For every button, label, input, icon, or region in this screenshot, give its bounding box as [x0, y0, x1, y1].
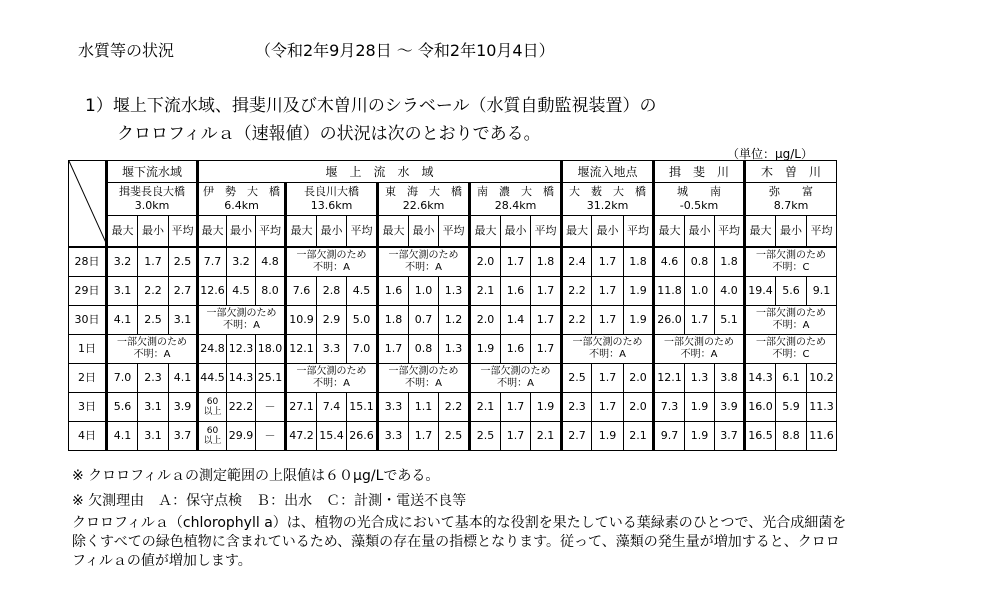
value-cell: 7.0 [107, 364, 138, 393]
site-header [654, 183, 745, 216]
table-row [69, 335, 837, 364]
missing-data-cell [107, 335, 198, 364]
value-cell: 19.4 [745, 277, 776, 306]
site-header [378, 183, 470, 216]
value-cell: 2.7 [562, 422, 592, 451]
value-cell: 8.8 [776, 422, 807, 451]
value-cell: 25.1 [256, 364, 286, 393]
value-cell: 4.5 [347, 277, 378, 306]
value-cell: 1.9 [470, 335, 501, 364]
value-cell: 2.1 [470, 277, 501, 306]
stat-label: 最小 [592, 216, 624, 248]
missing-note: 一部欠測のため [756, 337, 826, 348]
value-cell: － [256, 393, 286, 422]
value-cell: 1.3 [685, 364, 715, 393]
value-cell: 1.7 [592, 306, 624, 335]
site-name: 東 海 大 橋 [385, 185, 462, 198]
value-cell: 2.5 [169, 247, 198, 277]
value-cell: 2.0 [624, 393, 654, 422]
value-cell: 1.9 [624, 277, 654, 306]
value-cell: 1.7 [501, 393, 531, 422]
missing-note: 一部欠測のため [480, 366, 551, 377]
value-cell: 1.7 [531, 306, 562, 335]
value-cell: 16.0 [745, 393, 776, 422]
value-cell: 0.8 [685, 247, 715, 277]
note-range-limit: ※ クロロフィルａの測定範囲の上限値は６０μg/Lである。 [72, 468, 440, 484]
value-cell: 3.7 [169, 422, 198, 451]
group-header: 堰流入地点 [562, 161, 654, 183]
value-cell: 2.5 [439, 422, 470, 451]
site-distance: 28.4km [494, 199, 537, 212]
value-cell: 12.1 [654, 364, 685, 393]
value-cell: 7.4 [317, 393, 347, 422]
value-cell: 3.7 [715, 422, 745, 451]
missing-note: 一部欠測のため [117, 337, 187, 348]
missing-reason: 不明：A [772, 320, 810, 331]
stat-label: 平均 [256, 216, 286, 248]
table-row [69, 422, 837, 451]
value-cell: 1.7 [501, 422, 531, 451]
value-cell: 26.0 [654, 306, 685, 335]
value-cell: 12.3 [227, 335, 256, 364]
stat-label: 平均 [169, 216, 198, 248]
missing-reason: 不明：A [405, 378, 442, 389]
stat-label: 最小 [227, 216, 256, 248]
section-heading-line1: 1）堰上下流水域、揖斐川及び木曽川のシラベール（水質自動監視装置）の [85, 96, 657, 116]
value-cell: 11.3 [807, 393, 837, 422]
value-cell: 1.9 [624, 306, 654, 335]
value-cell: 1.0 [409, 277, 439, 306]
value-cell: 2.8 [317, 277, 347, 306]
group-header: 堰下流水域 [107, 161, 198, 183]
missing-reason: 不明：C [772, 262, 810, 273]
value-cell: 3.9 [715, 393, 745, 422]
value-cell: 5.0 [347, 306, 378, 335]
value-cell: 7.7 [198, 247, 227, 277]
value-cell: 1.3 [439, 335, 470, 364]
stat-label: 平均 [439, 216, 470, 248]
missing-reason: 不明：A [405, 262, 442, 273]
missing-data-cell [286, 247, 378, 277]
value-cell: 2.7 [169, 277, 198, 306]
diagonal-line [69, 161, 107, 245]
missing-reason: 不明：A [133, 349, 171, 360]
missing-reason: 不明：A [589, 349, 626, 360]
value-cell: 29.9 [227, 422, 256, 451]
table-row [69, 306, 837, 335]
value-cell: 1.6 [501, 335, 531, 364]
site-distance: 8.7km [773, 199, 809, 212]
table-row [69, 247, 837, 277]
missing-reason: 不明：C [772, 349, 810, 360]
site-name: 揖斐長良大橋 [119, 185, 185, 198]
value-cell: 3.1 [107, 277, 138, 306]
missing-data-cell [198, 306, 286, 335]
stat-label: 平均 [531, 216, 562, 248]
value-cell: 2.5 [562, 364, 592, 393]
day-label: 28日 [69, 247, 107, 277]
value-cell: 3.3 [317, 335, 347, 364]
value-cell: 4.0 [715, 277, 745, 306]
value-cell: 2.3 [562, 393, 592, 422]
value-cell: 1.8 [715, 247, 745, 277]
stat-label: 平均 [715, 216, 745, 248]
value-cell: 1.9 [531, 393, 562, 422]
group-header: 木 曽 川 [745, 161, 837, 183]
site-name: 伊 勢 大 橋 [203, 185, 280, 198]
value-cell: 1.7 [592, 277, 624, 306]
value-cell: 1.7 [501, 247, 531, 277]
value-cell: 15.1 [347, 393, 378, 422]
missing-data-cell [745, 247, 837, 277]
value-cell: 1.4 [501, 306, 531, 335]
value-cell: 12.1 [286, 335, 317, 364]
value-cell: 1.7 [531, 277, 562, 306]
stat-label: 最大 [107, 216, 138, 248]
missing-data-cell [745, 335, 837, 364]
value-cell: 1.8 [378, 306, 409, 335]
value-cell: 2.0 [470, 247, 501, 277]
table-row [69, 277, 837, 306]
group-header: 揖 斐 川 [654, 161, 745, 183]
stat-label: 平均 [624, 216, 654, 248]
value-cell: 1.1 [409, 393, 439, 422]
stat-label: 最大 [198, 216, 227, 248]
value-cell: 1.9 [685, 393, 715, 422]
value-cell: 7.3 [654, 393, 685, 422]
value-cell: 14.3 [227, 364, 256, 393]
missing-note: 一部欠測のため [388, 250, 459, 261]
table-row [69, 364, 837, 393]
stat-label: 最小 [685, 216, 715, 248]
missing-note: 一部欠測のため [572, 337, 643, 348]
value-cell: 3.1 [169, 306, 198, 335]
missing-note: 一部欠測のため [388, 366, 459, 377]
value-cell: 14.3 [745, 364, 776, 393]
value-cell: 2.1 [470, 393, 501, 422]
value-cell: 4.1 [169, 364, 198, 393]
value-cell: 9.7 [654, 422, 685, 451]
value-cell: 2.1 [624, 422, 654, 451]
value-cell: 1.7 [531, 335, 562, 364]
value-cell: 4.5 [227, 277, 256, 306]
chlorophyll-table [68, 160, 837, 451]
value-cell: 3.8 [715, 364, 745, 393]
value-cell: 18.0 [256, 335, 286, 364]
table-row [69, 393, 837, 422]
site-header [470, 183, 562, 216]
value-cell: 2.2 [138, 277, 169, 306]
value-cell: 1.7 [409, 422, 439, 451]
value-cell: 44.5 [198, 364, 227, 393]
missing-note: 一部欠測のため [756, 250, 826, 261]
value-cell: 27.1 [286, 393, 317, 422]
over-limit-value: 60 [206, 426, 219, 436]
value-cell: 2.3 [138, 364, 169, 393]
stat-label: 最小 [317, 216, 347, 248]
value-cell: 3.1 [138, 393, 169, 422]
group-header: 堰 上 流 水 域 [198, 161, 562, 183]
value-cell: 26.6 [347, 422, 378, 451]
site-header [107, 183, 198, 216]
missing-note: 一部欠測のため [296, 366, 367, 377]
value-cell: 1.3 [439, 277, 470, 306]
value-cell: 3.3 [378, 393, 409, 422]
value-cell: 7.0 [347, 335, 378, 364]
stat-label: 最大 [470, 216, 501, 248]
section-heading-line2: クロロフィルａ（速報値）の状況は次のとおりである。 [117, 124, 541, 144]
value-cell: 2.2 [439, 393, 470, 422]
value-cell: 1.6 [378, 277, 409, 306]
stat-label: 最小 [409, 216, 439, 248]
value-cell: 1.6 [501, 277, 531, 306]
value-cell: 1.8 [531, 247, 562, 277]
over-limit-cell [198, 422, 227, 451]
missing-note: 一部欠測のため [296, 250, 367, 261]
missing-data-cell [470, 364, 562, 393]
value-cell: 2.2 [562, 277, 592, 306]
site-name: 大 薮 大 橋 [569, 185, 646, 198]
value-cell: 2.9 [317, 306, 347, 335]
value-cell: 1.0 [685, 277, 715, 306]
site-header [745, 183, 837, 216]
site-distance: 6.4km [224, 199, 259, 212]
missing-note: 一部欠測のため [664, 337, 734, 348]
value-cell: 4.6 [654, 247, 685, 277]
site-distance: 31.2km [586, 199, 629, 212]
site-header [562, 183, 654, 216]
value-cell: 3.3 [378, 422, 409, 451]
missing-note: 一部欠測のため [756, 308, 826, 319]
missing-reason: 不明：A [223, 320, 260, 331]
day-label: 3日 [69, 393, 107, 422]
site-name: 南 濃 大 橋 [477, 185, 554, 198]
value-cell: 15.4 [317, 422, 347, 451]
value-cell: 16.5 [745, 422, 776, 451]
value-cell: 10.9 [286, 306, 317, 335]
over-limit-suffix: 以上 [203, 407, 222, 417]
missing-reason: 不明：A [680, 349, 718, 360]
stat-label: 最小 [501, 216, 531, 248]
value-cell: 2.1 [531, 422, 562, 451]
value-cell: 1.9 [592, 422, 624, 451]
value-cell: 1.7 [592, 247, 624, 277]
value-cell: 3.1 [138, 422, 169, 451]
value-cell: 2.0 [624, 364, 654, 393]
stat-label: 最大 [378, 216, 409, 248]
value-cell: 0.7 [409, 306, 439, 335]
day-label: 30日 [69, 306, 107, 335]
value-cell: 0.8 [409, 335, 439, 364]
site-header [198, 183, 286, 216]
missing-data-cell [286, 364, 378, 393]
day-label: 1日 [69, 335, 107, 364]
day-label: 4日 [69, 422, 107, 451]
value-cell: 1.9 [685, 422, 715, 451]
value-cell: 5.9 [776, 393, 807, 422]
over-limit-value: 60 [206, 397, 219, 407]
value-cell: 1.7 [378, 335, 409, 364]
stat-label: 平均 [347, 216, 378, 248]
missing-data-cell [562, 335, 654, 364]
value-cell: 9.1 [807, 277, 837, 306]
stat-label: 最大 [562, 216, 592, 248]
value-cell: 1.2 [439, 306, 470, 335]
value-cell: 4.8 [256, 247, 286, 277]
value-cell: 8.0 [256, 277, 286, 306]
stat-label: 最小 [138, 216, 169, 248]
value-cell: 2.2 [562, 306, 592, 335]
stat-label: 最大 [654, 216, 685, 248]
missing-data-cell [378, 247, 470, 277]
site-distance: 13.6km [310, 199, 353, 212]
value-cell: 10.2 [807, 364, 837, 393]
value-cell: 4.1 [107, 306, 138, 335]
site-distance: 22.6km [402, 199, 445, 212]
value-cell: 3.2 [227, 247, 256, 277]
value-cell: 5.1 [715, 306, 745, 335]
site-name: 弥 富 [769, 185, 813, 198]
stat-label: 最大 [745, 216, 776, 248]
day-label: 29日 [69, 277, 107, 306]
site-name: 長良川大橋 [304, 185, 359, 198]
value-cell: 24.8 [198, 335, 227, 364]
corner-cell [69, 161, 107, 248]
value-cell: 7.6 [286, 277, 317, 306]
value-cell: 6.1 [776, 364, 807, 393]
value-cell: 2.4 [562, 247, 592, 277]
value-cell: 47.2 [286, 422, 317, 451]
explanation-paragraph: クロロフィルａ（chlorophyll a）は、植物の光合成において基本的な役割を果たしている葉緑素のひとつで、光合成細菌を除くすべての緑色植物に含まれているため、藻類の存在量の指標となります。従って、藻類の発生量が増加すると、クロロフィルａの値が増加します。 [72, 515, 847, 569]
site-header [286, 183, 378, 216]
day-label: 2日 [69, 364, 107, 393]
stat-label: 最大 [286, 216, 317, 248]
value-cell: 1.7 [592, 393, 624, 422]
value-cell: 1.7 [685, 306, 715, 335]
site-distance: -0.5km [679, 199, 719, 212]
value-cell: 11.8 [654, 277, 685, 306]
missing-data-cell [745, 306, 837, 335]
site-distance: 3.0km [134, 199, 170, 212]
value-cell: 11.6 [807, 422, 837, 451]
value-cell: 3.2 [107, 247, 138, 277]
value-cell: 12.6 [198, 277, 227, 306]
value-cell: 4.1 [107, 422, 138, 451]
missing-reason: 不明：A [313, 262, 350, 273]
over-limit-cell [198, 393, 227, 422]
value-cell: 2.5 [138, 306, 169, 335]
site-name: 城 南 [677, 185, 721, 198]
page-title: 水質等の状況 [78, 41, 175, 60]
value-cell: － [256, 422, 286, 451]
missing-data-cell [378, 364, 470, 393]
period-range: （令和2年9月28日 〜 令和2年10月4日） [255, 41, 555, 60]
value-cell: 5.6 [776, 277, 807, 306]
value-cell: 5.6 [107, 393, 138, 422]
value-cell: 22.2 [227, 393, 256, 422]
missing-reason: 不明：A [497, 378, 534, 389]
value-cell: 3.9 [169, 393, 198, 422]
value-cell: 1.7 [138, 247, 169, 277]
missing-note: 一部欠測のため [206, 308, 277, 319]
unit-label: （単位：μg/L） [727, 147, 813, 161]
value-cell: 2.0 [470, 306, 501, 335]
stat-label: 最小 [776, 216, 807, 248]
value-cell: 2.5 [470, 422, 501, 451]
over-limit-suffix: 以上 [203, 436, 222, 446]
value-cell: 1.8 [624, 247, 654, 277]
missing-reason: 不明：A [313, 378, 350, 389]
stat-label: 平均 [807, 216, 837, 248]
value-cell: 1.7 [592, 364, 624, 393]
note-missing-reasons: ※ 欠測理由 Ａ：保守点検 Ｂ：出水 Ｃ：計測・電送不良等 [72, 493, 467, 509]
missing-data-cell [654, 335, 745, 364]
